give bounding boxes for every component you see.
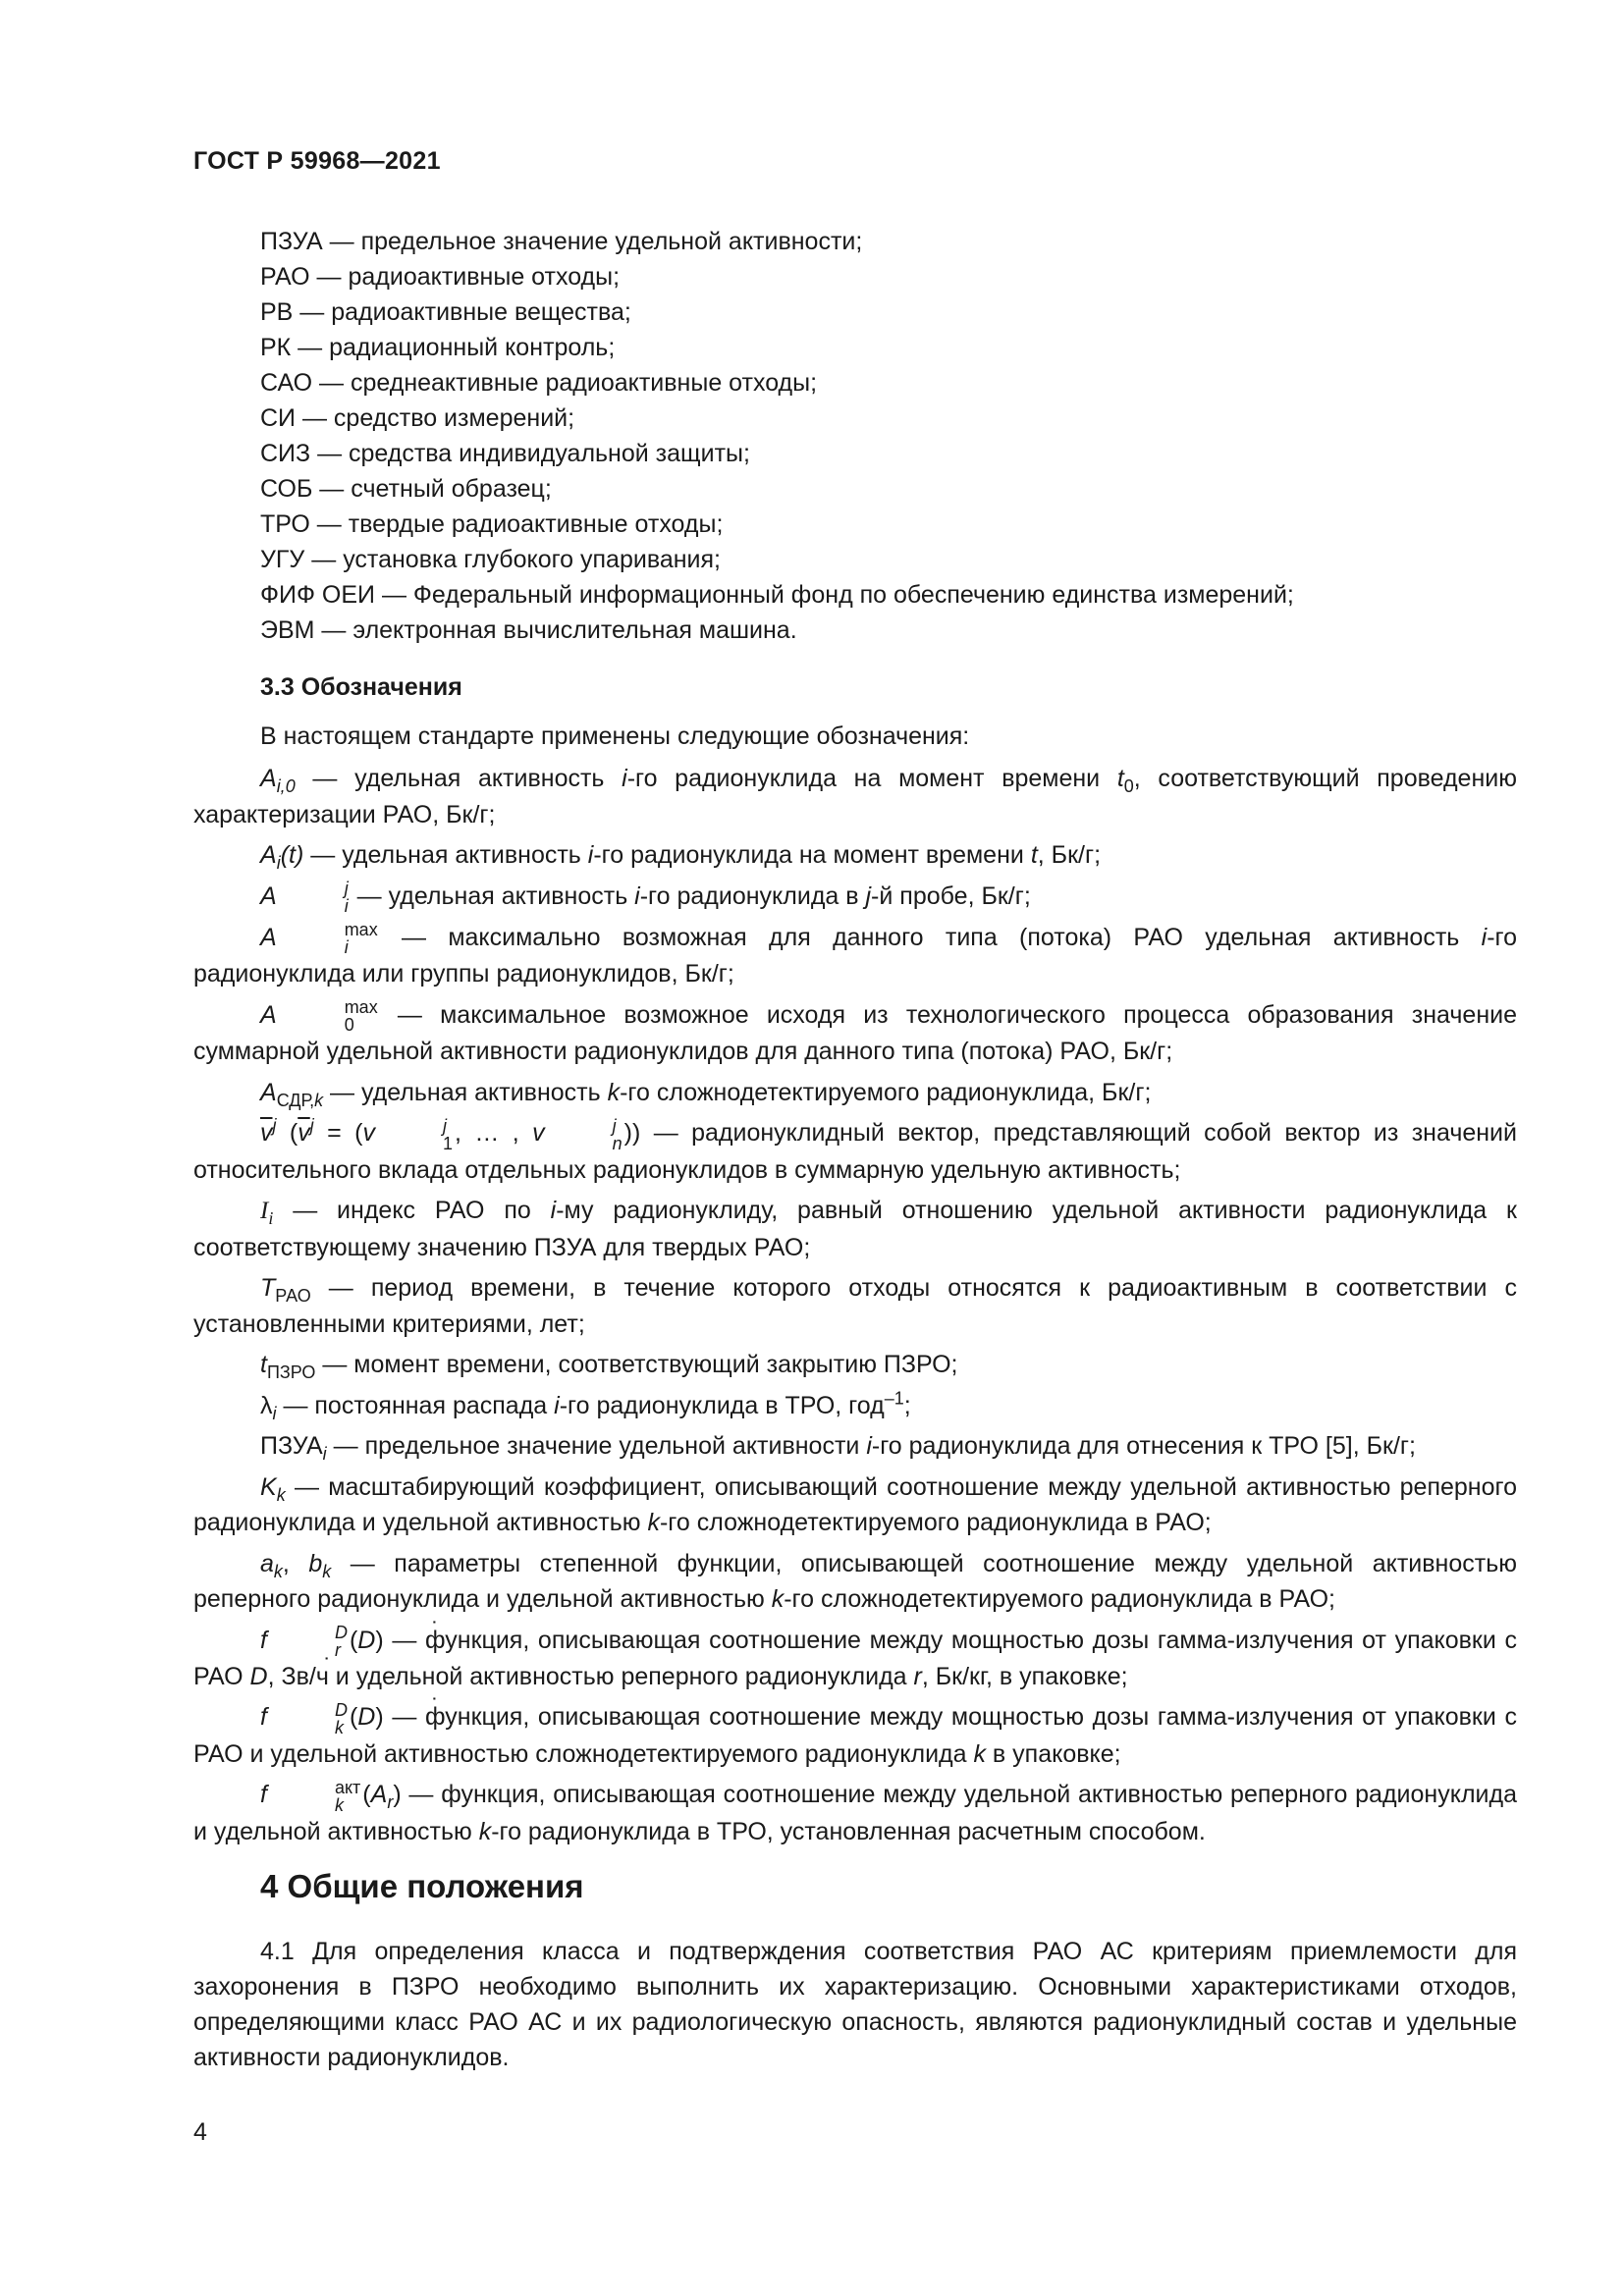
symbol-definition: f акт k $(A_r)$ — функция, описывающая соотношение между удельной активностью реперного радионуклида и удельной активностью k-го радионуклида в ТРО, установленная расчетным способом. xyxy=(193,1777,1517,1845)
symbol-definition: $A_i(t)$ — удельная активность i-го радионуклида на момент времени t, Бк/г; xyxy=(260,841,1102,873)
abbreviation-item: ФИФ ОЕИ — Федеральный информационный фонд по обеспечению единства измерений; xyxy=(260,581,1294,609)
symbol: f D k (˙ D) xyxy=(260,1703,384,1731)
abbreviation-item: СИ — средство измерений; xyxy=(260,404,575,432)
abbreviation-item: УГУ — установка глубокого упаривания; xyxy=(260,546,721,573)
abbreviation-item: РАО — радиоактивные отходы; xyxy=(260,263,621,291)
symbol: A max 0 xyxy=(260,997,378,1036)
symbol-definition: $\overline{v}^j$ ($\overline{v}^j = (v$ j 1 , … , v j n )) — радионуклидный вектор, представляющий собой вектор из значений относительного вклада отдельных радионуклидов в суммарную удельную активность; xyxy=(193,1115,1517,1184)
symbol-definition: f D r (˙ D) — функция, описывающая соотношение между мощностью дозы гамма-излучения от упаковки с РАО ˙ D, Зв/ч и удельной активностью реперного радионуклида r, Бк/кг, в упаковке; xyxy=(193,1623,1517,1695)
symbol: $K_k$ xyxy=(260,1472,286,1505)
abbreviations-list xyxy=(260,224,1517,648)
symbol: $A_{СДР,k}$ xyxy=(260,1078,324,1110)
section-3-3-heading: 3.3 Обозначения xyxy=(260,673,462,701)
paragraph-4-1: 4.1 Для определения класса и подтверждения соответствия РАО АС критериям приемлемости для захоронения в ПЗРО необходимо выполнить их характеризацию. Основными характеристиками отходов, определяющими класс РАО АС и их радиологическую опасность, являются радионуклидный состав и удельные активности радионуклидов. xyxy=(193,1938,1517,2071)
symbol: $\lambda_i$ xyxy=(260,1391,277,1423)
symbol: $A_{i,0}$ xyxy=(260,765,296,796)
abbreviation-item: СИЗ — средства индивидуальной защиты; xyxy=(260,440,750,467)
symbol: $A_i(t)$ xyxy=(260,841,304,873)
symbol-definition: $a_k$, $b_k$ — параметры степенной функции, описывающей соотношение между удельной активностью реперного радионуклида и удельной активностью k-го сложнодетектируемого радионуклида в РАО; xyxy=(193,1549,1517,1614)
abbreviation-item: ПЗУА — предельное значение удельной активности; xyxy=(260,228,863,255)
symbol: $a_k$, $b_k$ xyxy=(260,1549,332,1581)
symbol: $t_{ПЗРО}$ xyxy=(260,1351,316,1383)
symbol: A max i xyxy=(260,920,378,958)
abbreviation-item: РК — радиационный контроль; xyxy=(260,334,616,361)
page-number: 4 xyxy=(193,2118,207,2146)
symbol-definition: $t_{ПЗРО}$ — момент времени, соответствующий закрытию ПЗРО; xyxy=(260,1351,958,1383)
document-id-header: ГОСТ Р 59968—2021 xyxy=(193,147,441,175)
symbol-definition: A j i — удельная активность i-го радионуклида в j-й пробе, Бк/г; xyxy=(260,878,1031,916)
symbol-definition: $A_{СДР,k}$ — удельная активность k-го сложнодетектируемого радионуклида, Бк/г; xyxy=(260,1078,1152,1110)
symbols-list xyxy=(193,761,1517,1854)
symbol-definition: $\lambda_i$ — постоянная распада i-го радионуклида в ТРО, год$^{-1}$; xyxy=(260,1388,911,1423)
symbol: A j i xyxy=(260,878,349,916)
symbol: f акт k $(A_r)$ xyxy=(260,1777,402,1815)
symbol-definition: A max 0 — максимальное возможное исходя из технологического процесса образования значение суммарной удельной активности радионуклидов для данного типа (потока) РАО, Бк/г; xyxy=(193,997,1517,1066)
symbol-definition: $K_k$ — масштабирующий коэффициент, описывающий соотношение между удельной активностью реперного радионуклида и удельной активностью k-го сложнодетектируемого радионуклида в РАО; xyxy=(193,1472,1517,1537)
section-3-3-intro: В настоящем стандарте применены следующие обозначения: xyxy=(260,722,970,750)
abbreviation-item: САО — среднеактивные радиоактивные отходы; xyxy=(260,369,818,397)
symbol: $I_i$ xyxy=(260,1198,274,1229)
symbol-definition: $A_{i,0}$ — удельная активность i-го радионуклида на момент времени $t_0$, соответствующий проведению характеризации РАО, Бк/г; xyxy=(193,765,1517,828)
symbol-definition: $I_i$ — индекс РАО по i-му радионуклиду, равный отношению удельной активности радионуклида к соответствующему значению ПЗУА для твердых РАО; xyxy=(193,1197,1517,1261)
abbreviation-item: ЭВМ — электронная вычислительная машина. xyxy=(260,616,797,644)
symbol-definition: $ПЗУА_i$ — предельное значение удельной активности i-го радионуклида для отнесения к ТРО [5], Бк/г; xyxy=(260,1432,1416,1465)
symbol-definition: f D k (˙ D) — функция, описывающая соотношение между мощностью дозы гамма-излучения от упаковки с РАО и удельной активностью сложнодетектируемого радионуклида k в упаковке; xyxy=(193,1699,1517,1772)
abbreviation-item: СОБ — счетный образец; xyxy=(260,475,552,503)
abbreviation-item: ТРО — твердые радиоактивные отходы; xyxy=(260,510,724,538)
symbol-definition: A max i — максимально возможная для данного типа (потока) РАО удельная активность i-го радионуклида или группы радионуклидов, Бк/г; xyxy=(193,920,1517,988)
symbol: $ПЗУА_i$ xyxy=(260,1432,327,1465)
symbol: f D r (˙ D) xyxy=(260,1627,384,1654)
symbol: $\overline{v}^j$ ($\overline{v}^j = (v$ j 1 , … , v j n )) xyxy=(260,1115,641,1153)
symbol-definition: $T_{РАО}$ — период времени, в течение которого отходы относятся к радиоактивным в соответствии с установленными критериями, лет; xyxy=(193,1274,1517,1338)
abbreviation-item: РВ — радиоактивные вещества; xyxy=(260,298,631,326)
symbol: $T_{РАО}$ xyxy=(260,1274,311,1307)
section-4-heading: 4 Общие положения xyxy=(260,1868,584,1904)
